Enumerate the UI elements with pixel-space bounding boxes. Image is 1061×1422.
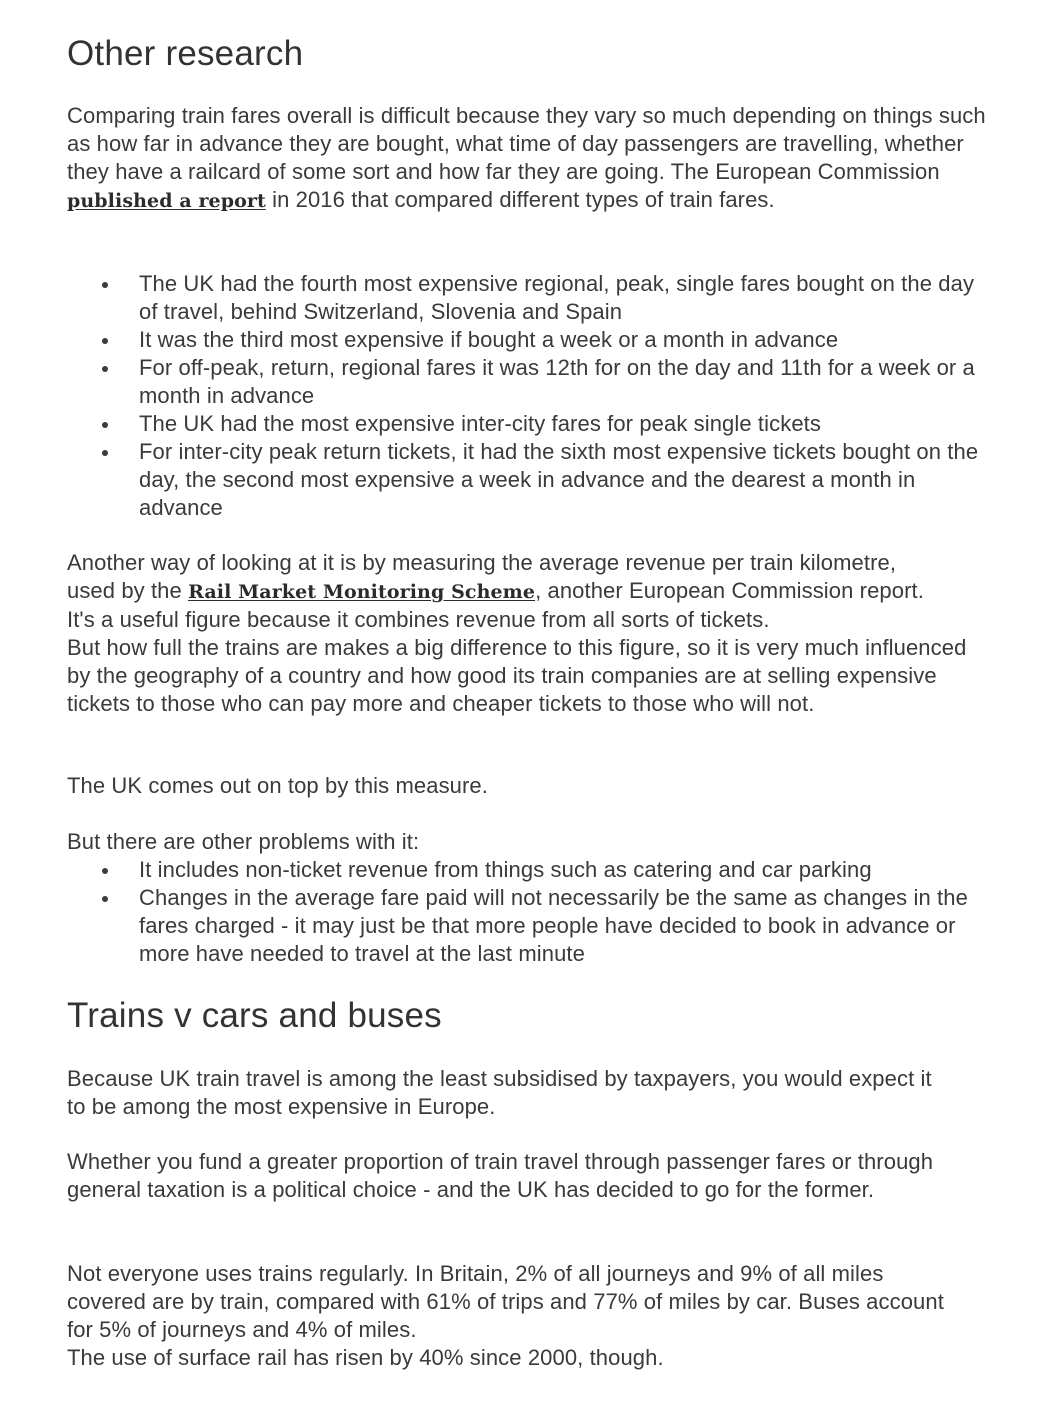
section-heading-trains-cars-buses: Trains v cars and buses — [67, 996, 442, 1035]
list-item: The UK had the most expensive inter-city fares for peak single tickets — [67, 410, 987, 438]
list-item: For inter-city peak return tickets, it had the sixth most expensive tickets bought on the day, the second most expensive a week in advance and the dearest a month in advance — [67, 438, 987, 522]
funding-paragraph: Whether you fund a greater proportion of train travel through passenger fares or through general taxation is a political choice - and the UK has decided to go for the former. — [67, 1149, 934, 1202]
revenue-line-3: It's a useful figure because it combines revenue from all sorts of tickets. — [67, 607, 770, 632]
journeys-paragraph — [67, 1260, 967, 1372]
section-heading-other-research: Other research — [67, 34, 304, 73]
revenue-paragraph — [67, 549, 987, 718]
intro-text-end: in 2016 that compared different types of train fares. — [265, 187, 775, 212]
revenue-rest: But how full the trains are makes a big difference to this figure, so it is very much influenced by the geography of a country and how good its train companies are at selling expensive tickets to those who can pay more and cheaper tickets to those who will not. — [67, 635, 967, 716]
journeys-text: Not everyone uses trains regularly. In Britain, 2% of all journeys and 9% of all miles covered are by train, compared with 61% of trips and 77% of miles by car. Buses account for 5% of journeys and 4% of miles. — [67, 1261, 944, 1342]
rail-growth-text: The use of surface rail has risen by 40% since 2000, though. — [67, 1345, 664, 1370]
revenue-line-2-end: , another European Commission report. — [535, 578, 924, 603]
intro-text-start: Comparing train fares overall is difficult because they vary so much depending on things such as how far in advance they are bought, what time of day passengers are travelling, whether they have a railcard of some sort and how far they are going. The European Commission — [67, 103, 986, 184]
rail-market-monitoring-link[interactable]: Rail Market Monitoring Scheme — [188, 581, 536, 603]
fares-comparison-list — [67, 270, 987, 522]
problems-intro: But there are other problems with it: — [67, 829, 420, 854]
revenue-line-2-start: used by the — [67, 578, 189, 603]
list-item: It was the third most expensive if bought a week or a month in advance — [67, 326, 987, 354]
published-report-link[interactable]: published a report — [67, 190, 266, 212]
problems-list — [67, 856, 987, 968]
subsidy-paragraph: Because UK train travel is among the least subsidised by taxpayers, you would expect it to be among the most expensive in Europe. — [67, 1066, 932, 1119]
list-item: For off-peak, return, regional fares it was 12th for on the day and 11th for a week or a month in advance — [67, 354, 987, 410]
list-item: It includes non-ticket revenue from things such as catering and car parking — [67, 856, 987, 884]
list-item: Changes in the average fare paid will not necessarily be the same as changes in the fares charged - it may just be that more people have decided to book in advance or more have needed to travel at the last minute — [67, 884, 987, 968]
list-item: The UK had the fourth most expensive regional, peak, single fares bought on the day of travel, behind Switzerland, Slovenia and Spain — [67, 270, 987, 326]
revenue-line-1: Another way of looking at it is by measuring the average revenue per train kilometre, — [67, 550, 897, 575]
uk-top-paragraph: The UK comes out on top by this measure. — [67, 773, 488, 798]
intro-paragraph — [67, 102, 987, 215]
